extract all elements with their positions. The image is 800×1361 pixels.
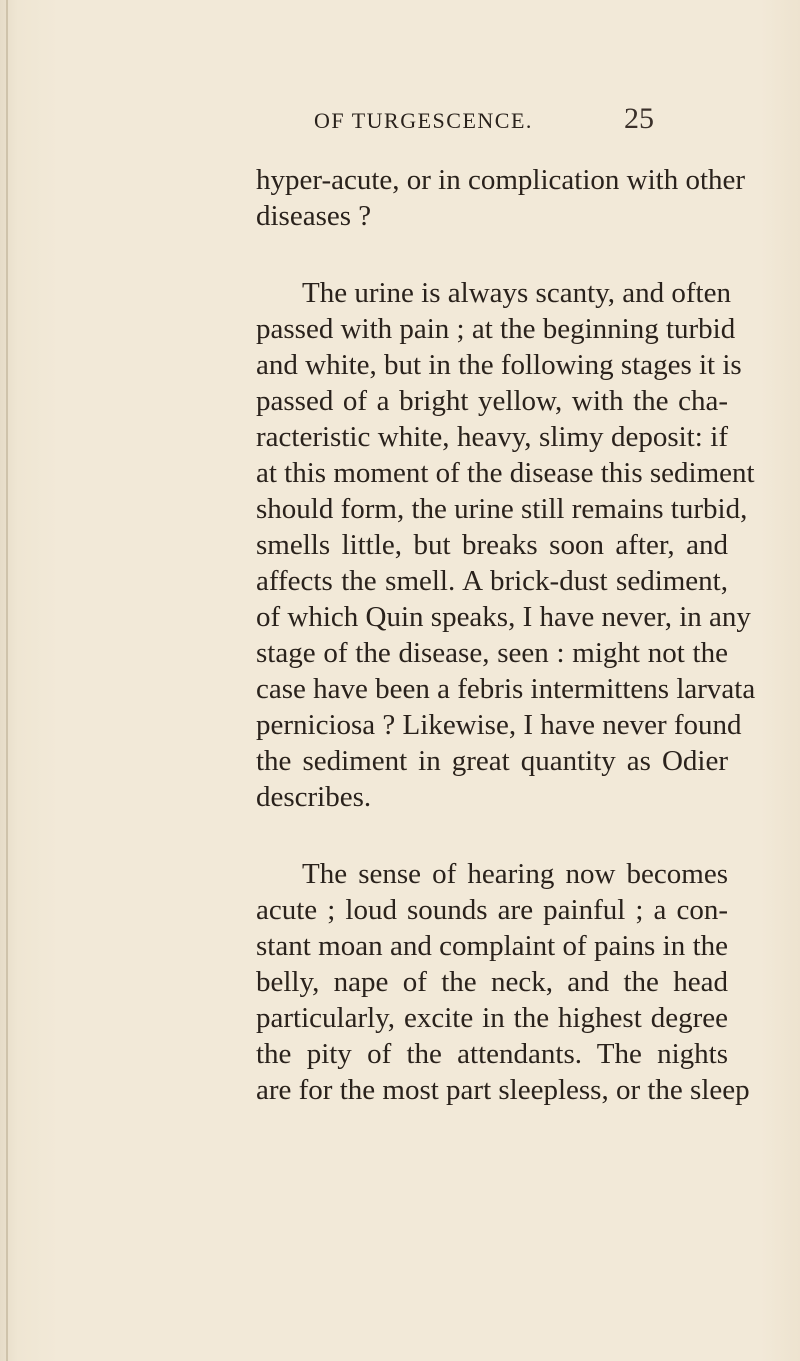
text-line: should form, the urine still remains turbid, <box>256 493 748 525</box>
text-line: belly, nape of the neck, and the head <box>256 966 728 998</box>
text-line: case have been a febris intermittens larvata <box>256 673 756 705</box>
text-line: stant moan and complaint of pains in the <box>256 930 728 962</box>
page-gutter-edge <box>6 0 8 1361</box>
text-line: are for the most part sleepless, or the sleep <box>256 1074 750 1106</box>
running-title: OF TURGESCENCE. <box>314 108 533 133</box>
text-line: passed of a bright yellow, with the cha- <box>256 385 728 417</box>
text-line: and white, but in the following stages it is <box>256 349 742 381</box>
text-line: diseases ? <box>256 200 372 232</box>
text-line: hyper-acute, or in complication with other <box>256 164 746 196</box>
text-line: at this moment of the disease this sediment <box>256 457 755 489</box>
text-line: perniciosa ? Likewise, I have never found <box>256 709 742 741</box>
text-line: The sense of hearing now becomes <box>302 858 728 890</box>
text-line: The urine is always scanty, and often <box>302 277 731 309</box>
text-line: the sediment in great quantity as Odier <box>256 745 728 777</box>
text-line: acute ; loud sounds are painful ; a con- <box>256 894 728 926</box>
text-line: passed with pain ; at the beginning turbid <box>256 313 736 345</box>
running-head <box>0 102 800 142</box>
text-line: of which Quin speaks, I have never, in any <box>256 601 751 633</box>
text-line: particularly, excite in the highest degree <box>256 1002 728 1034</box>
text-line: the pity of the attendants. The nights <box>256 1038 728 1070</box>
text-line: affects the smell. A brick-dust sediment, <box>256 565 728 597</box>
text-line: describes. <box>256 781 372 813</box>
text-line: stage of the disease, seen : might not the <box>256 637 728 669</box>
text-line: smells little, but breaks soon after, and <box>256 529 728 561</box>
text-line: racteristic white, heavy, slimy deposit: if <box>256 421 728 453</box>
page-number: 25 <box>624 102 654 135</box>
